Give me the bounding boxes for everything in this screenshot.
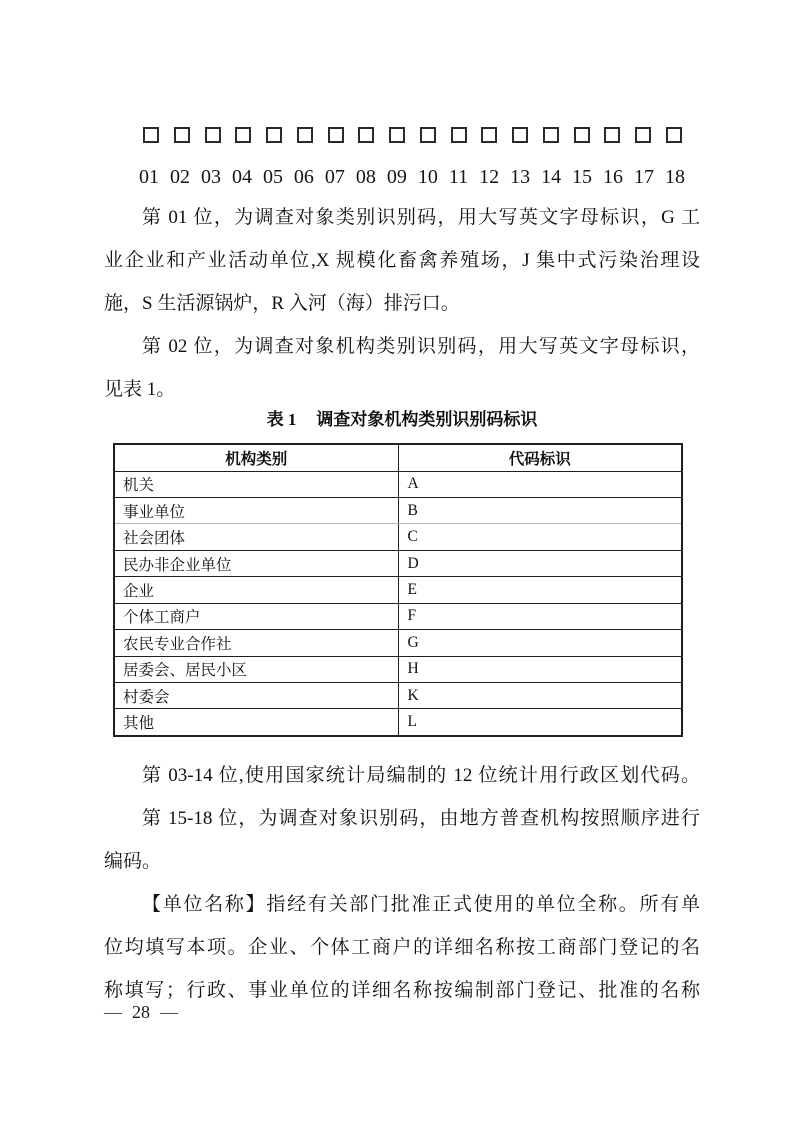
position-number: 09 [386, 166, 407, 188]
column-header-category: 机构类别 [114, 444, 398, 471]
page-footer [104, 999, 178, 1025]
position-number: 18 [665, 166, 685, 188]
position-number: 01 [139, 166, 159, 188]
position-number: 16 [603, 166, 624, 188]
code-cell: F [398, 603, 682, 629]
code-cell: H [398, 656, 682, 682]
category-cell: 农民专业合作社 [114, 630, 398, 656]
table-number-label: 表 1 [266, 410, 297, 429]
page-number: 28 [132, 1002, 150, 1022]
code-cell: A [398, 471, 682, 497]
position-number: 13 [510, 166, 531, 188]
checkbox-icon [666, 127, 682, 143]
position-number: 03 [200, 166, 221, 188]
category-cell: 民办非企业单位 [114, 550, 398, 576]
position-number: 17 [634, 166, 655, 188]
position-number: 04 [231, 166, 252, 188]
table-row [114, 683, 682, 709]
checkbox-icon [358, 127, 374, 143]
text-line: 第 03-14 位,使用国家统计局编制的 12 位统计用行政区划代码。 [142, 765, 700, 786]
paragraph-unit-name [104, 883, 700, 1012]
institution-code-table [113, 443, 683, 737]
footer-dash-right: — [160, 1002, 178, 1022]
category-cell: 其他 [114, 709, 398, 736]
position-number: 10 [417, 166, 438, 188]
table-caption [104, 406, 700, 434]
code-position-numbers [139, 165, 685, 189]
checkbox-icon [205, 127, 221, 143]
position-number: 14 [541, 166, 562, 188]
text-line: 编码。 [104, 851, 162, 872]
checkbox-icon [235, 127, 251, 143]
category-cell: 社会团体 [114, 524, 398, 550]
table-row [114, 497, 682, 523]
table-row [114, 603, 682, 629]
checkbox-icon [143, 127, 159, 143]
text-line: 称填写；行政、事业单位的详细名称按编制部门登记、批准的名称 [104, 980, 700, 1001]
table-row [114, 577, 682, 603]
text-line: 第 15-18 位，为调查对象识别码，由地方普查机构按照顺序进行 [142, 808, 700, 829]
paragraph-position-02 [104, 325, 700, 411]
category-cell: 居委会、居民小区 [114, 656, 398, 682]
checkbox-icon [574, 127, 590, 143]
code-cell: D [398, 550, 682, 576]
position-number: 06 [293, 166, 314, 188]
table-row [114, 709, 682, 736]
category-cell: 村委会 [114, 683, 398, 709]
table-header-row [114, 444, 682, 471]
category-cell: 企业 [114, 577, 398, 603]
position-number: 07 [324, 166, 345, 188]
table-row [114, 656, 682, 682]
checkbox-icon [635, 127, 651, 143]
category-cell: 事业单位 [114, 497, 398, 523]
checkbox-icon [389, 127, 405, 143]
position-number: 08 [355, 166, 376, 188]
checkbox-icon [266, 127, 282, 143]
paragraph-position-15-18 [104, 797, 700, 883]
checkbox-icon [543, 127, 559, 143]
checkbox-icon [451, 127, 467, 143]
text-line: 第 02 位，为调查对象机构类别识别码，用大写英文字母标识， [142, 336, 700, 357]
table-row [114, 630, 682, 656]
text-line: 位均填写本项。企业、个体工商户的详细名称按工商部门登记的名 [104, 937, 700, 958]
category-cell: 机关 [114, 471, 398, 497]
text-line: 见表 1。 [104, 379, 176, 400]
checkbox-icon [604, 127, 620, 143]
position-number: 11 [448, 166, 469, 188]
checkbox-icon [512, 127, 528, 143]
code-cell: C [398, 524, 682, 550]
paragraph-position-01 [104, 196, 700, 325]
checkbox-icon [481, 127, 497, 143]
code-cell: B [398, 497, 682, 523]
footer-dash-left: — [104, 1002, 122, 1022]
table-row [114, 524, 682, 550]
table-row [114, 471, 682, 497]
column-header-code: 代码标识 [398, 444, 682, 471]
checkbox-icon [328, 127, 344, 143]
checkbox-icon [297, 127, 313, 143]
text-line: 第 01 位，为调查对象类别识别码，用大写英文字母标识，G 工 [142, 207, 700, 228]
paragraph-position-03-14 [104, 754, 700, 797]
code-checkbox-strip [143, 127, 682, 143]
code-cell: E [398, 577, 682, 603]
position-number: 12 [479, 166, 500, 188]
position-number: 05 [262, 166, 283, 188]
position-number: 02 [169, 166, 190, 188]
table-title-text: 调查对象机构类别识别码标识 [316, 410, 538, 429]
category-cell: 个体工商户 [114, 603, 398, 629]
checkbox-icon [420, 127, 436, 143]
code-cell: K [398, 683, 682, 709]
code-cell: L [398, 709, 682, 736]
text-line: 业企业和产业活动单位,X 规模化畜禽养殖场，J 集中式污染治理设 [104, 250, 700, 271]
table-row [114, 550, 682, 576]
text-line: 施，S 生活源锅炉，R 入河（海）排污口。 [104, 293, 460, 314]
text-line: 【单位名称】指经有关部门批准正式使用的单位全称。所有单 [142, 894, 700, 915]
code-cell: G [398, 630, 682, 656]
checkbox-icon [174, 127, 190, 143]
position-number: 15 [572, 166, 593, 188]
